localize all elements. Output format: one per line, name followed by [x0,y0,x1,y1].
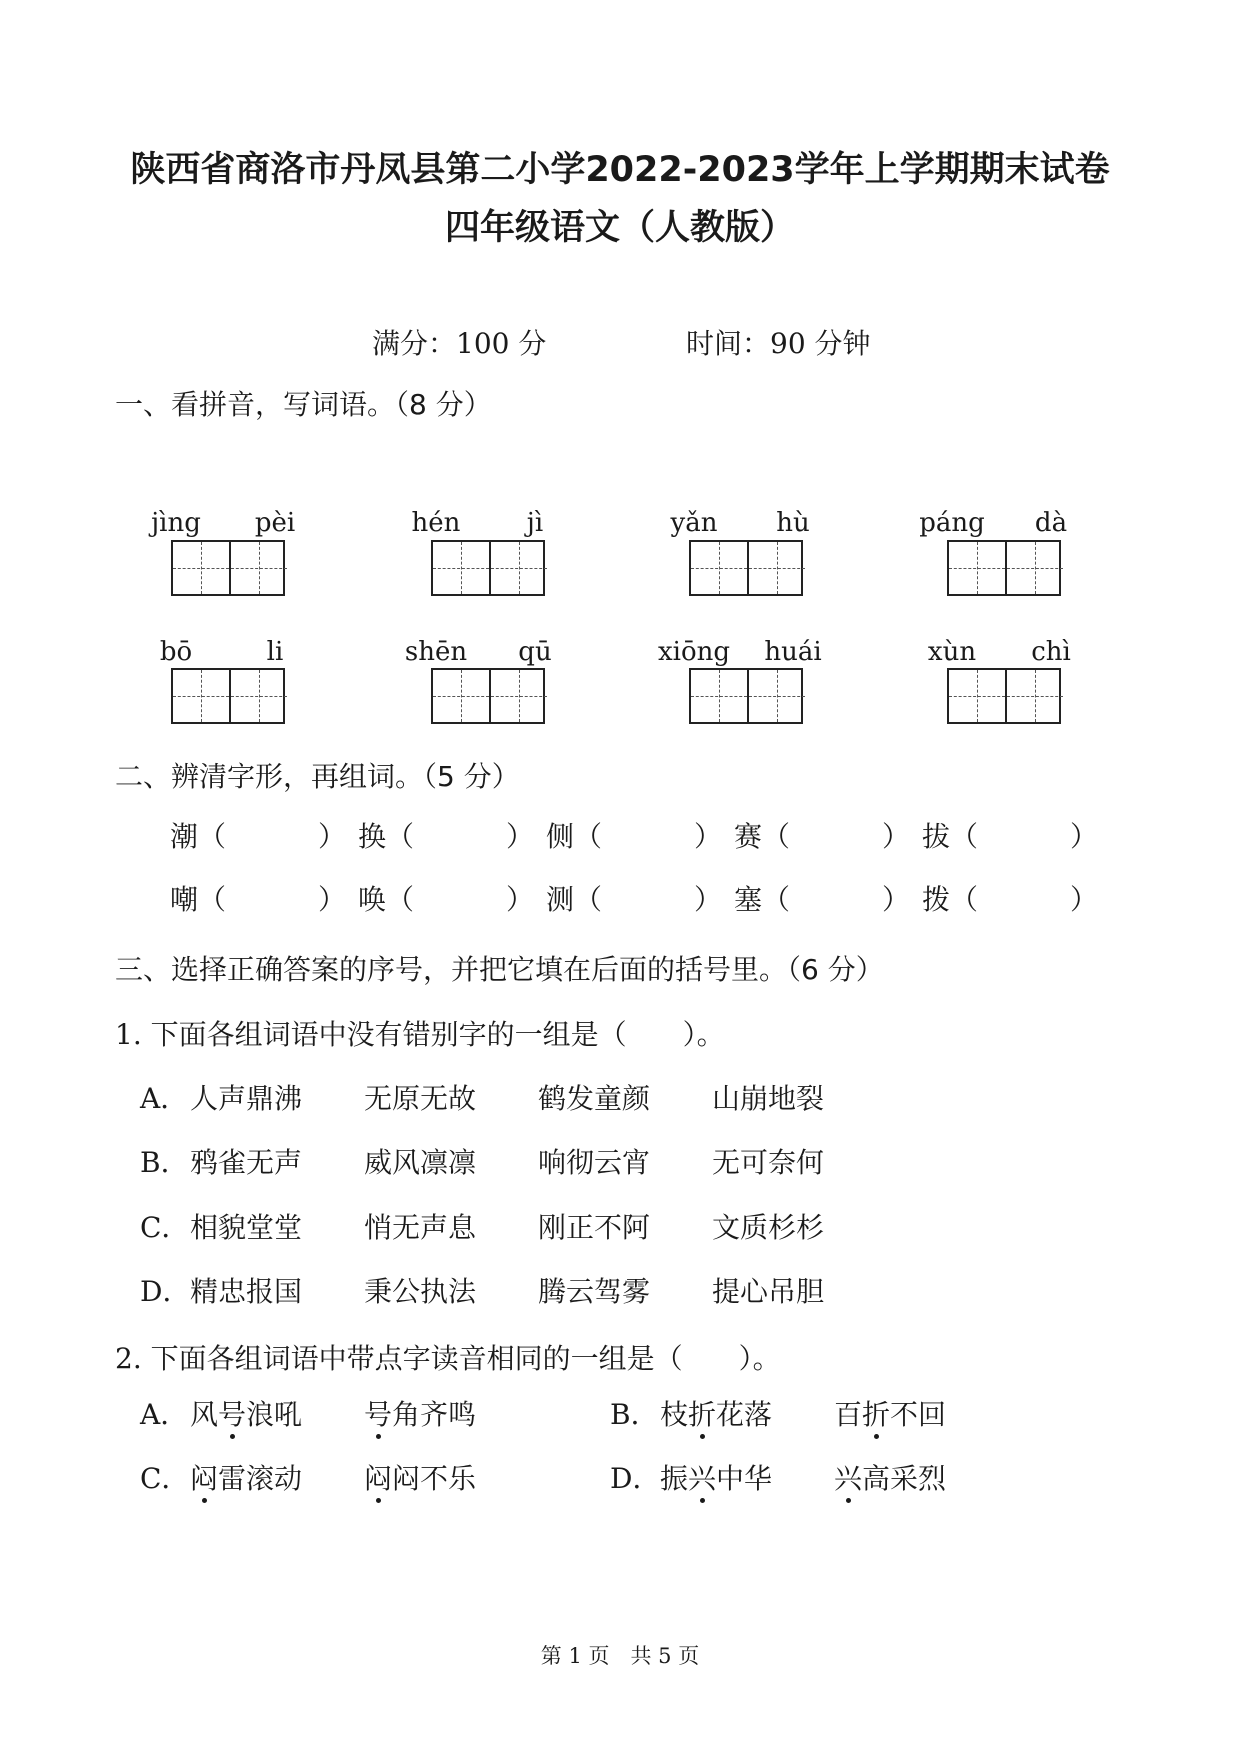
section1-title: 一、看拼音，写词语。（8 分） [115,388,492,421]
word-part: 风 [190,1398,219,1431]
tianzige-cell[interactable] [231,542,287,594]
option-label[interactable]: A． [140,1082,189,1115]
blank-close-paren: ） [694,883,723,916]
pinyin-syllable: xùn [927,637,977,667]
char-with-blank[interactable]: 唤（ [358,883,415,916]
word-part: 中华 [716,1462,773,1495]
char-with-blank[interactable]: 塞（ [734,883,791,916]
option-word: 精忠报国 [190,1275,303,1308]
option-label[interactable]: C． [140,1211,190,1244]
question-1-stem: 1. 下面各组词语中没有错别字的一组是（ ）。 [115,1018,725,1051]
section2-title: 二、辨清字形，再组词。（5 分） [115,760,520,793]
word-part: 浪吼 [246,1398,303,1431]
option-word: 腾云驾雾 [538,1275,651,1308]
option-word [660,1393,772,1433]
option-word [190,1457,302,1497]
full-score: 满分：100 分 [372,327,547,360]
tianzige-cell[interactable] [1007,542,1063,594]
tianzige-cell[interactable] [173,670,229,722]
option-word: 人声鼎沸 [190,1082,303,1115]
pinyin-syllable: jìng [151,508,201,538]
question-2-stem: 2. 下面各组词语中带点字读音相同的一组是（ ）。 [115,1342,781,1375]
option-word: 鹤发童颜 [538,1082,651,1115]
char-with-blank[interactable]: 赛（ [734,820,791,853]
tianzige-cell[interactable] [173,542,229,594]
blank-close-paren: ） [318,820,347,853]
tianzige-cell[interactable] [749,542,805,594]
word-part: 角齐鸣 [392,1398,477,1431]
word-part: 高采烈 [862,1462,947,1495]
tianzige-cell[interactable] [949,670,1005,722]
blank-close-paren: ） [318,883,347,916]
option-label[interactable]: D． [610,1462,661,1495]
pinyin-syllable: shēn [404,637,468,667]
pinyin-syllable: bō [159,637,193,667]
char-with-blank[interactable]: 拨（ [922,883,979,916]
word-part: 闷不乐 [392,1462,477,1495]
word-part: 百 [834,1398,863,1431]
tianzige-cell[interactable] [491,542,547,594]
tianzige-answer-box[interactable] [947,668,1061,724]
tianzige-cell[interactable] [1007,670,1063,722]
char-with-blank[interactable]: 换（ [358,820,415,853]
option-word [364,1393,476,1433]
blank-close-paren: ） [694,820,723,853]
tianzige-answer-box[interactable] [947,540,1061,596]
pinyin-syllable: huái [764,637,822,667]
tianzige-cell[interactable] [231,670,287,722]
pinyin-syllable: chì [1031,637,1071,667]
tianzige-cell[interactable] [491,670,547,722]
option-word [834,1457,946,1497]
option-label[interactable]: C． [140,1462,190,1495]
option-word [190,1393,302,1433]
pinyin-syllable: dà [1034,508,1068,538]
dotted-character: 兴 [688,1457,716,1497]
option-word: 相貌堂堂 [190,1211,303,1244]
tianzige-answer-box[interactable] [689,668,803,724]
dotted-character: 折 [688,1393,716,1433]
exam-subtitle: 四年级语文（人教版） [444,208,795,248]
tianzige-answer-box[interactable] [431,668,545,724]
option-word [834,1393,946,1433]
section3-title: 三、选择正确答案的序号，并把它填在后面的括号里。（6 分） [115,953,884,986]
tianzige-answer-box[interactable] [431,540,545,596]
word-part: 雷滚动 [218,1462,303,1495]
option-word: 响彻云宵 [538,1146,651,1179]
pinyin-syllable: hén [411,508,461,538]
word-part: 不回 [890,1398,947,1431]
word-part: 枝 [660,1398,689,1431]
option-word: 无原无故 [364,1082,477,1115]
option-word: 刚正不阿 [538,1211,651,1244]
option-word: 悄无声息 [364,1211,477,1244]
pinyin-syllable: jì [526,508,544,538]
tianzige-cell[interactable] [949,542,1005,594]
char-with-blank[interactable]: 拔（ [922,820,979,853]
pinyin-syllable: xiōng [657,637,731,667]
exam-title: 陕西省商洛市丹凤县第二小学2022-2023学年上学期期末试卷 [130,150,1110,190]
blank-close-paren: ） [506,883,535,916]
tianzige-answer-box[interactable] [171,668,285,724]
char-with-blank[interactable]: 侧（ [546,820,603,853]
char-with-blank[interactable]: 潮（ [170,820,227,853]
option-word: 山崩地裂 [712,1082,825,1115]
blank-close-paren: ） [882,883,911,916]
option-label[interactable]: B． [140,1146,189,1179]
tianzige-cell[interactable] [433,542,489,594]
option-word [364,1457,476,1497]
pinyin-syllable: yǎn [670,508,718,538]
blank-close-paren: ） [506,820,535,853]
blank-close-paren: ） [1070,883,1099,916]
pinyin-syllable: li [266,637,284,667]
option-word: 秉公执法 [364,1275,477,1308]
option-label[interactable]: B． [610,1398,659,1431]
option-word: 提心吊胆 [712,1275,825,1308]
blank-close-paren: ） [882,820,911,853]
dotted-character: 号 [218,1393,246,1433]
word-part: 花落 [716,1398,773,1431]
exam-time: 时间：90 分钟 [686,327,871,360]
option-label[interactable]: A． [140,1398,189,1431]
pinyin-syllable: páng [919,508,985,538]
dotted-character: 兴 [834,1457,862,1497]
dotted-character: 闷 [364,1457,392,1497]
tianzige-cell[interactable] [749,670,805,722]
option-label[interactable]: D． [140,1275,191,1308]
char-with-blank[interactable]: 测（ [546,883,603,916]
word-part: 振 [660,1462,689,1495]
option-word: 无可奈何 [712,1146,825,1179]
option-word: 鸦雀无声 [190,1146,303,1179]
option-word: 文质杉杉 [712,1211,825,1244]
pinyin-syllable: pèi [254,508,296,538]
dotted-character: 闷 [190,1457,218,1497]
tianzige-cell[interactable] [691,670,747,722]
tianzige-cell[interactable] [691,542,747,594]
tianzige-answer-box[interactable] [171,540,285,596]
page-number: 第 1 页 共 5 页 [540,1644,700,1668]
tianzige-answer-box[interactable] [689,540,803,596]
option-word: 威风凛凛 [364,1146,477,1179]
option-word [660,1457,772,1497]
tianzige-cell[interactable] [433,670,489,722]
pinyin-syllable: hù [776,508,810,538]
dotted-character: 号 [364,1393,392,1433]
pinyin-syllable: qū [518,637,552,667]
char-with-blank[interactable]: 嘲（ [170,883,227,916]
blank-close-paren: ） [1070,820,1099,853]
dotted-character: 折 [862,1393,890,1433]
